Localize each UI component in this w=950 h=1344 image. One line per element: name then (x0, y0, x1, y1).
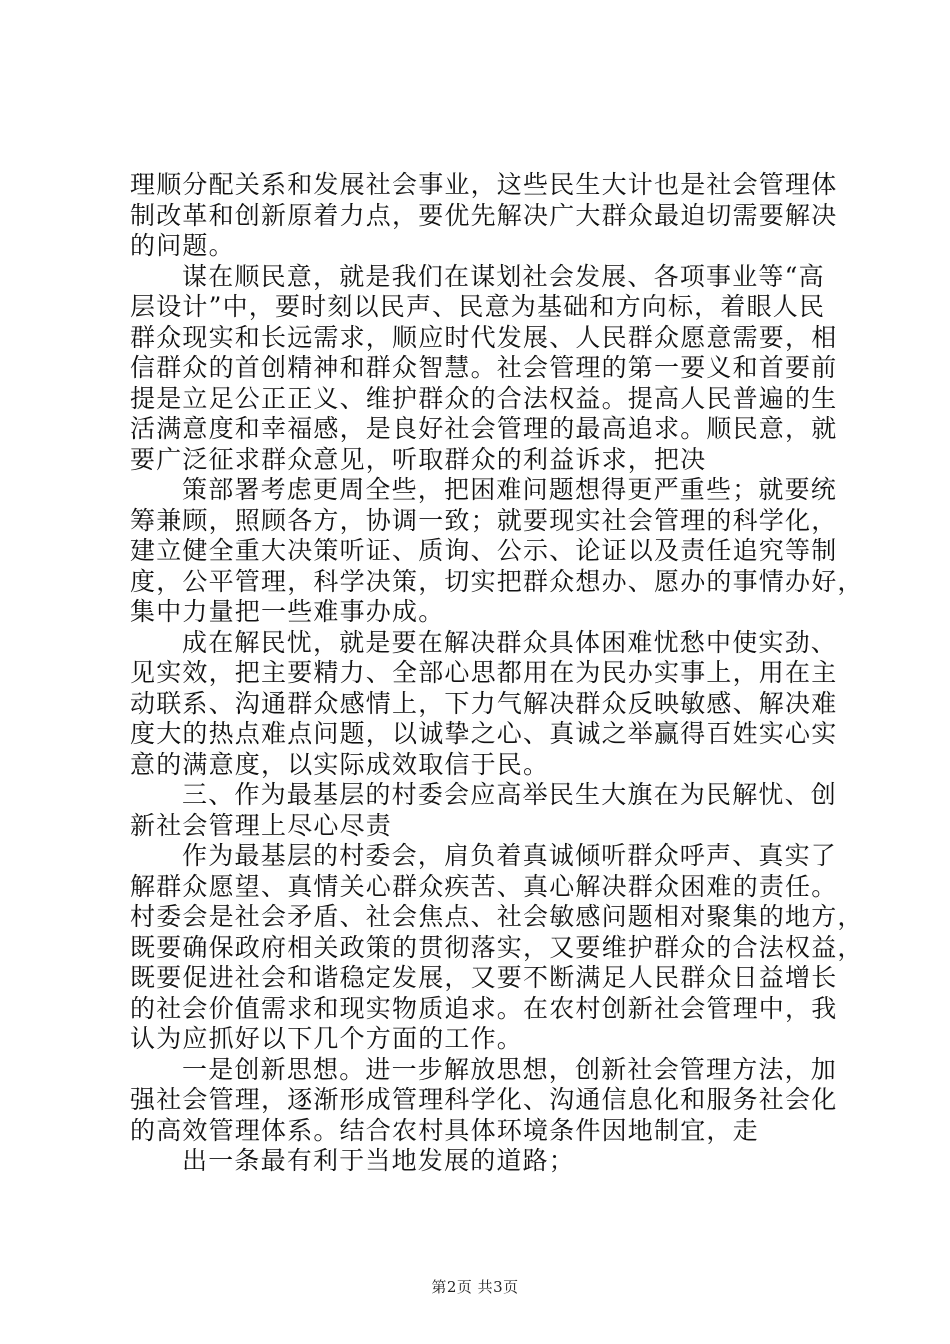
text-line: 策部署考虑更周全些，把困难问题想得更严重些；就要统 (182, 475, 838, 504)
text-line: 成在解民忧，就是要在解决群众具体困难忧愁中使实劲、 (182, 627, 838, 657)
paragraph (130, 627, 838, 781)
document-body (130, 170, 864, 1177)
text-line: 三、作为最基层的村委会应高举民生大旗在为民解忧、创 (182, 780, 838, 809)
paragraph (130, 1054, 838, 1147)
text-line: 的问题。 (130, 231, 235, 260)
text-line: 要广泛征求群众意见，听取群众的利益诉求，把决 (130, 444, 707, 474)
paragraph (130, 841, 864, 1055)
paragraph (130, 261, 838, 476)
page-footer (0, 1276, 950, 1297)
text-line: 既要确保政府相关政策的贯彻落实，又要维护群众的合法权益， (130, 932, 864, 962)
text-line: 谋在顺民意，就是我们在谋划社会发展、各项事业等“高 (182, 261, 825, 291)
text-line: 建立健全重大决策听证、质询、公示、论证以及责任追究等制 (130, 536, 838, 565)
text-line: 认为应抓好以下几个方面的工作。 (130, 1024, 524, 1053)
text-line: 层设计”中，要时刻以民声、民意为基础和方向标，着眼人民 (130, 292, 826, 321)
text-line: 意的满意度，以实际成效取信于民。 (130, 749, 550, 779)
text-line: 理顺分配关系和发展社会事业，这些民生大计也是社会管理体 (130, 170, 838, 199)
paragraph (130, 170, 838, 262)
text-line: 强社会管理，逐渐形成管理科学化、沟通信息化和服务社会化 (130, 1085, 838, 1114)
text-line: 提是立足公正正义、维护群众的合法权益。提高人民普遍的生 (130, 383, 838, 413)
text-line: 度，公平管理，科学决策，切实把群众想办、愿办的事情办好， (130, 566, 864, 596)
text-line: 度大的热点难点问题，以诚挚之心、真诚之举赢得百姓实心实 (130, 719, 838, 748)
text-line: 群众现实和长远需求，顺应时代发展、人民群众愿意需要，相 (130, 322, 838, 352)
text-line: 动联系、沟通群众感情上，下力气解决群众反映敏感、解决难 (130, 688, 838, 718)
text-line: 解群众愿望、真情关心群众疾苦、真心解决群众困难的责任。 (130, 871, 838, 901)
text-line: 的社会价值需求和现实物质追求。在农村创新社会管理中，我 (130, 993, 838, 1023)
page-number-label: 第2页 共3页 (431, 1278, 519, 1296)
text-line: 集中力量把一些难事办成。 (130, 597, 445, 626)
text-line: 见实效，把主要精力、全部心思都用在为民办实事上，用在主 (130, 658, 838, 687)
text-line: 活满意度和幸福感，是良好社会管理的最高追求。顺民意，就 (130, 414, 838, 443)
paragraph (130, 475, 864, 628)
text-line: 制改革和创新原着力点，要优先解决广大群众最迫切需要解决 (130, 200, 838, 230)
text-line: 作为最基层的村委会，肩负着真诚倾听群众呼声、真实了 (182, 841, 838, 870)
section-heading (130, 780, 838, 841)
text-line: 信群众的首创精神和群众智慧。社会管理的第一要义和首要前 (130, 353, 838, 382)
paragraph (130, 1146, 830, 1177)
text-line: 筹兼顾，照顾各方，协调一致；就要现实社会管理的科学化， (130, 505, 838, 535)
text-line: 既要促进社会和谐稳定发展，又要不断满足人民群众日益增长 (130, 963, 838, 992)
text-line: 村委会是社会矛盾、社会焦点、社会敏感问题相对聚集的地方， (130, 902, 864, 931)
text-line: 新社会管理上尽心尽责 (130, 810, 393, 840)
text-line: 出一条最有利于当地发展的道路； (182, 1146, 576, 1175)
text-line: 的高效管理体系。结合农村具体环境条件因地制宜，走 (130, 1115, 759, 1145)
text-line: 一是创新思想。进一步解放思想，创新社会管理方法，加 (182, 1054, 838, 1084)
